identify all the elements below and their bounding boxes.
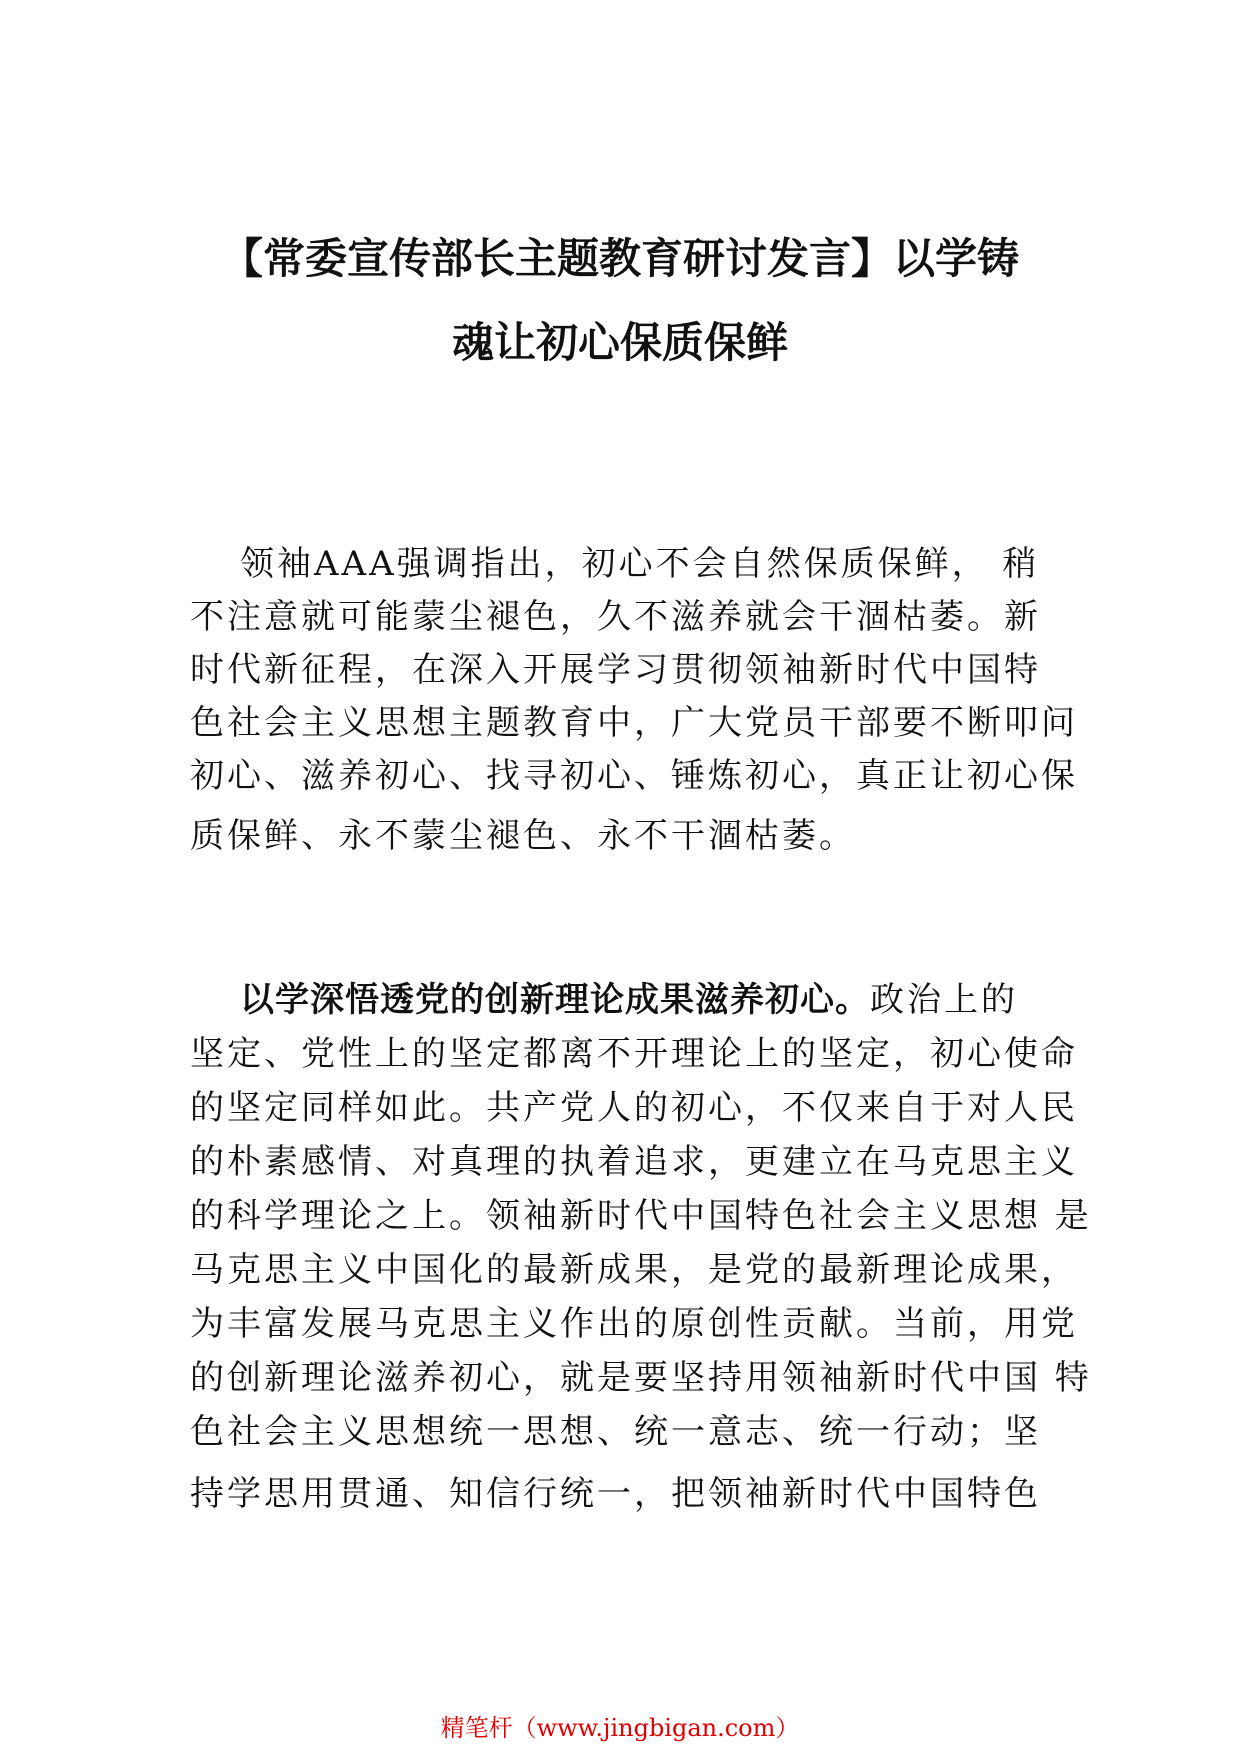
intro-line: 领袖AAA强调指出，初心不会自然保质保鲜， 稍 (240, 544, 1040, 584)
intro-line: 初心、滋养初心、找寻初心、锤炼初心，真正让初心保 (190, 756, 1078, 796)
section-1-line: 色社会主义思想统一思想、统一意志、统一行动；坚 (190, 1412, 1041, 1452)
section-1-line: 的朴素感情、对真理的执着追求，更建立在马克思主义 (190, 1142, 1078, 1182)
section-1-line: 的科学理论之上。领袖新时代中国特色社会主义思想 是 (190, 1196, 1092, 1236)
intro-paragraph (190, 536, 1078, 861)
title-line-1: 【常委宣传部长主题教育研讨发言】以学铸 (220, 234, 1019, 283)
intro-line: 不注意就可能蒙尘褪色，久不滋养就会干涸枯萎。新 (190, 597, 1041, 637)
intro-line: 时代新征程，在深入开展学习贯彻领袖新时代中国特 (190, 650, 1041, 690)
document-title (150, 234, 1090, 406)
intro-line: 质保鲜、永不蒙尘褪色、永不干涸枯萎。 (190, 816, 856, 856)
section-1-first-line (190, 972, 1092, 1026)
section-1-paragraph (190, 972, 1092, 1520)
intro-line: 色社会主义思想主题教育中，广大党员干部要不断叩问 (190, 703, 1078, 743)
footer-watermark: 精笔杆（www.jingbigan.com） (440, 1714, 800, 1742)
section-1-line: 坚定、党性上的坚定都离不开理论上的坚定，初心使命 (190, 1034, 1078, 1074)
section-1-first-line-rest: 政治上的 (870, 980, 1018, 1020)
section-1-line: 马克思主义中国化的最新成果，是党的最新理论成果， (190, 1250, 1078, 1290)
section-1-lead: 以学深悟透党的创新理论成果滋养初心。 (240, 980, 870, 1020)
section-1-line: 持学思用贯通、知信行统一，把领袖新时代中国特色 (190, 1474, 1041, 1514)
section-1-line: 的创新理论滋养初心，就是要坚持用领袖新时代中国 特 (190, 1358, 1092, 1398)
section-1-line: 的坚定同样如此。共产党人的初心，不仅来自于对人民 (190, 1088, 1078, 1128)
title-line-2: 魂让初心保质保鲜 (451, 318, 788, 367)
section-1-line: 为丰富发展马克思主义作出的原创性贡献。当前，用党 (190, 1304, 1078, 1344)
